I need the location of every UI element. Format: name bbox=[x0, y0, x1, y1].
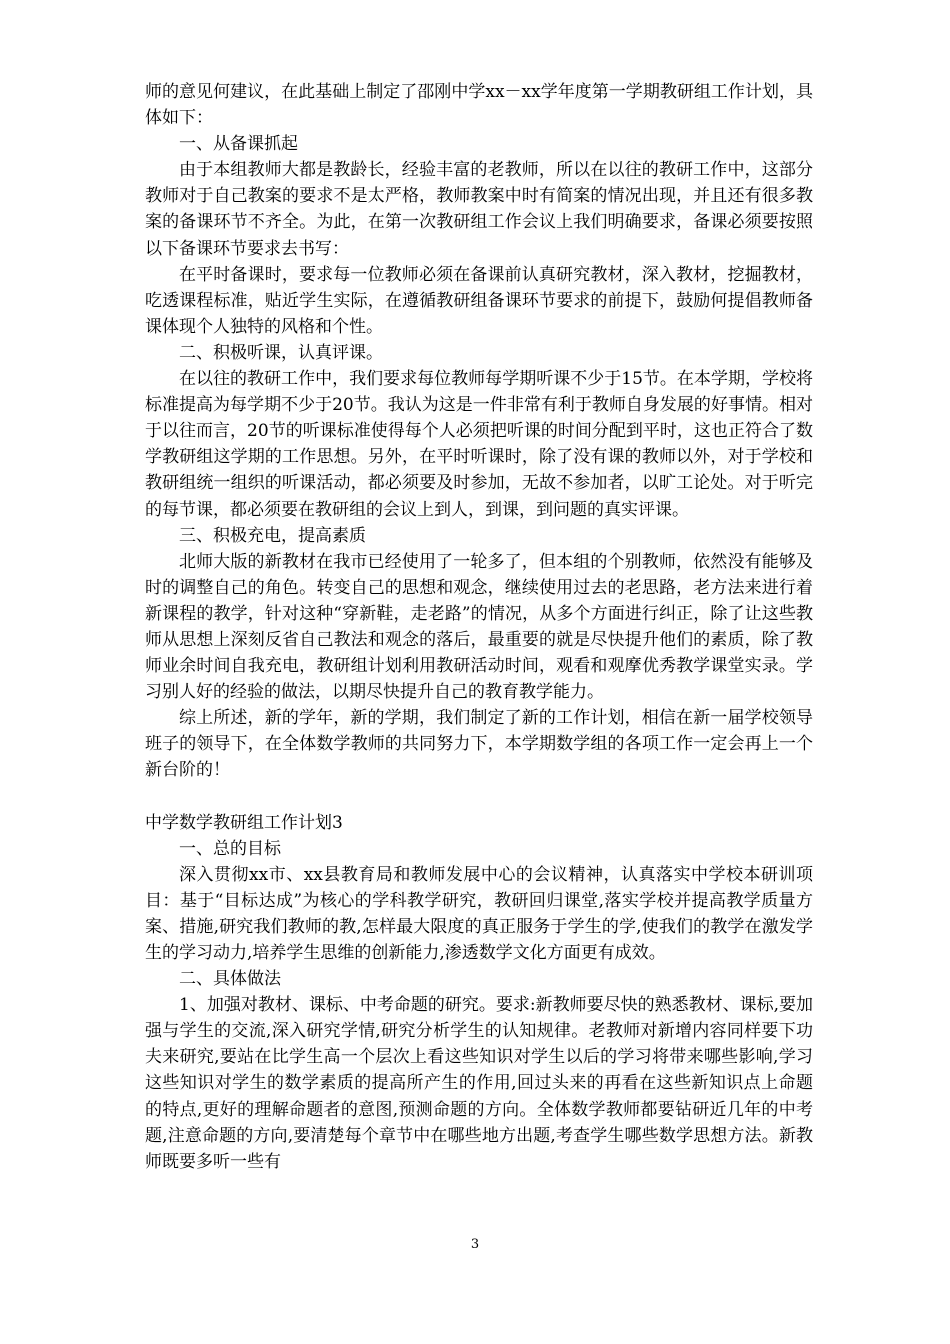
blank-line bbox=[145, 784, 813, 810]
paragraph-continuation: 师的意见何建议，在此基础上制定了邵刚中学xx－xx学年度第一学期教研组工作计划，具体如下： bbox=[145, 82, 813, 129]
paragraph: 由于本组教师大都是教龄长，经验丰富的老教师，所以在以往的教研工作中，这部分教师对于自己教案的要求不是太严格，教师教案中时有简案的情况出现，并且还有很多教案的备课环节不齐全。为此，在第一次教研组工作会议上我们明确要求，备课必须要按照以下备课环节要求去书写： bbox=[145, 160, 813, 259]
section-heading-observe-lessons: 二、积极听课，认真评课。 bbox=[179, 342, 383, 363]
paragraph: 在以往的教研工作中，我们要求每位教师每学期听课不少于15节。在本学期，学校将标准提高为每学期不少于20节。我认为这是一件非常有利于教师自身发展的好事情。相对于以往而言，20节的听课标准使得每个人必须把听课的时间分配到平时，这也正符合了数学教研组这学期的工作思想。另外，在平时听课时，除了没有课的教师以外，对于学校和教研组统一组织的听课活动，都必须要及时参加，无故不参加者，以旷工论处。对于听完的每节课，都必须要在教研组的会议上到人，到课，到问题的真实评课。 bbox=[145, 369, 813, 520]
paragraph: 深入贯彻xx市、xx县教育局和教师发展中心的会议精神，认真落实中学校本研训项目：基于“目标达成”为核心的学科教学研究，教研回归课堂,落实学校并提高教学质量方案、措施,研究我们教师的教,怎样最大限度的真正服务于学生的学,使我们的教学在激发学生的学习动力,培养学生思维的创新能力,渗透数学文化方面更有成效。 bbox=[145, 864, 813, 963]
paragraph-summary: 综上所述，新的学年，新的学期，我们制定了新的工作计划，相信在新一届学校领导班子的领导下，在全体数学教师的共同努力下，本学期数学组的各项工作一定会再上一个新台阶的！ bbox=[145, 708, 813, 781]
paragraph: 北师大版的新教材在我市已经使用了一轮多了，但本组的个别教师，依然没有能够及时的调整自己的角色。转变自己的思想和观念，继续使用过去的老思路，老方法来进行着新课程的教学，针对这种“穿新鞋，走老路”的情况，从多个方面进行纠正，除了让这些教师从思想上深刻反省自己教法和观念的落后，最重要的就是尽快提升他们的素质，除了教师业余时间自我充电，教研组计划利用教研活动时间，观看和观摩优秀教学课堂实录。学习别人好的经验的做法，以期尽快提升自己的教育教学能力。 bbox=[145, 551, 813, 703]
section-heading-prepare-lessons: 一、从备课抓起 bbox=[179, 134, 298, 155]
paragraph: 1、加强对教材、课标、中考命题的研究。要求:新教师要尽快的熟悉教材、课标,要加强与学生的交流,深入研究学情,研究分析学生的认知规律。老教师对新增内容同样要下功夫来研究,要站在比学生高一个层次上看这些知识对学生以后的学习将带来哪些影响,学习这些知识对学生的数学素质的提高所产生的作用,回过头来的再看在这些新知识点上命题的特点,更好的理解命题者的意图,预测命题的方向。全体数学教师都要钻研近几年的中考题,注意命题的方向,要清楚每个章节中在哪些地方出题,考查学生哪些数学思想方法。新教师既要多听一些有 bbox=[145, 995, 813, 1172]
page-number: 3 bbox=[470, 1237, 480, 1252]
document-title-plan-3: 中学数学教研组工作计划3 bbox=[145, 812, 343, 833]
paragraph: 在平时备课时，要求每一位教师必须在备课前认真研究教材，深入教材，挖掘教材，吃透课程标准，贴近学生实际，在遵循教研组备课环节要求的前提下，鼓励何提倡教师备课体现个人独特的风格和个性。 bbox=[145, 264, 813, 337]
section-heading-specific-methods: 二、具体做法 bbox=[179, 969, 281, 990]
section-heading-improve-quality: 三、积极充电，提高素质 bbox=[179, 525, 366, 546]
section-heading-overall-goal: 一、总的目标 bbox=[179, 838, 281, 859]
document-body bbox=[145, 79, 813, 1175]
